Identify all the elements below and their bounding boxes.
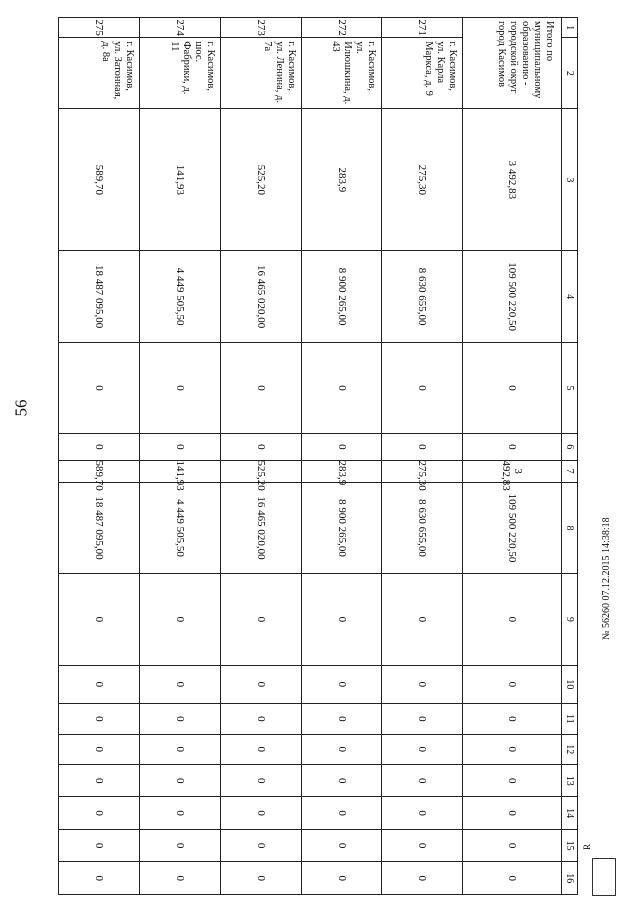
- row-c11: 0: [139, 704, 220, 734]
- table-row: [139, 18, 220, 895]
- header-cell-9: 9: [561, 574, 577, 665]
- row-address: г. Касимов, ул. Карла Маркса, д. 9: [382, 38, 463, 109]
- row-address: г. Касимов, ул. Ленина, д. 7а: [220, 38, 301, 109]
- total-c8: 109 500 220,50: [463, 482, 561, 573]
- header-cell-6: 6: [561, 434, 577, 460]
- row-c9: 0: [382, 574, 463, 665]
- row-c14: 0: [382, 797, 463, 829]
- row-c6: 0: [301, 434, 382, 460]
- row-c5: 0: [382, 342, 463, 433]
- row-index: 271: [382, 18, 463, 38]
- total-row: [463, 18, 561, 895]
- header-cell-13: 13: [561, 764, 577, 796]
- total-c13: 0: [463, 764, 561, 796]
- row-c5: 0: [59, 342, 140, 433]
- row-c4: 8 630 655,00: [382, 251, 463, 342]
- rotated-table-wrapper: [58, 17, 578, 895]
- row-c11: 0: [301, 704, 382, 734]
- row-c15: 0: [139, 829, 220, 861]
- header-cell-11: 11: [561, 704, 577, 734]
- header-cell-2: 2: [561, 38, 577, 109]
- total-c14: 0: [463, 797, 561, 829]
- row-c8: 8 630 655,00: [382, 482, 463, 573]
- row-c3: 275,30: [382, 109, 463, 251]
- row-c7: 275,30: [382, 460, 463, 482]
- row-c4: 16 465 020,00: [220, 251, 301, 342]
- row-c15: 0: [59, 829, 140, 861]
- row-c16: 0: [59, 862, 140, 895]
- row-c3: 283,9: [301, 109, 382, 251]
- table-row: [220, 18, 301, 895]
- total-c10: 0: [463, 665, 561, 704]
- row-address: г. Касимов, шос. Фабрики, д. 11: [139, 38, 220, 109]
- row-c7: 283,9: [301, 460, 382, 482]
- row-c4: 8 900 265,00: [301, 251, 382, 342]
- row-c16: 0: [382, 862, 463, 895]
- row-c7: 589,70: [59, 460, 140, 482]
- row-c10: 0: [301, 665, 382, 704]
- row-address: г. Касимов, ул. Илюшкина, д. 43: [301, 38, 382, 109]
- header-cell-5: 5: [561, 342, 577, 433]
- row-c9: 0: [220, 574, 301, 665]
- row-c12: 0: [139, 734, 220, 764]
- total-c5: 0: [463, 342, 561, 433]
- row-c9: 0: [59, 574, 140, 665]
- total-c16: 0: [463, 862, 561, 895]
- row-address: г. Касимов, ул. Затонная, д. 8а: [59, 38, 140, 109]
- row-c16: 0: [139, 862, 220, 895]
- row-c14: 0: [139, 797, 220, 829]
- total-c6: 0: [463, 434, 561, 460]
- table-row: [382, 18, 463, 895]
- row-c15: 0: [301, 829, 382, 861]
- row-c8: 8 900 265,00: [301, 482, 382, 573]
- row-c13: 0: [382, 764, 463, 796]
- table-row: [301, 18, 382, 895]
- row-c5: 0: [301, 342, 382, 433]
- header-cell-7: 7: [561, 460, 577, 482]
- row-c3: 525,20: [220, 109, 301, 251]
- row-c12: 0: [301, 734, 382, 764]
- row-c15: 0: [220, 829, 301, 861]
- total-c9: 0: [463, 574, 561, 665]
- header-cell-3: 3: [561, 109, 577, 251]
- row-c11: 0: [59, 704, 140, 734]
- total-c12: 0: [463, 734, 561, 764]
- row-c10: 0: [59, 665, 140, 704]
- row-c9: 0: [139, 574, 220, 665]
- registration-stamp-icon: [592, 858, 616, 896]
- total-c3: 3 492,83: [463, 109, 561, 251]
- header-cell-1: 1: [561, 18, 577, 38]
- row-c15: 0: [382, 829, 463, 861]
- row-c13: 0: [139, 764, 220, 796]
- header-cell-4: 4: [561, 251, 577, 342]
- row-c8: 16 465 020,00: [220, 482, 301, 573]
- header-cell-10: 10: [561, 665, 577, 704]
- row-index: 272: [301, 18, 382, 38]
- total-c7: 3 492,83: [463, 460, 561, 482]
- header-cell-16: 16: [561, 862, 577, 895]
- row-c4: 4 449 505,50: [139, 251, 220, 342]
- table-row: [59, 18, 140, 895]
- row-index: 273: [220, 18, 301, 38]
- row-c9: 0: [301, 574, 382, 665]
- row-c16: 0: [220, 862, 301, 895]
- row-c3: 589,70: [59, 109, 140, 251]
- total-c4: 109 500 220,50: [463, 251, 561, 342]
- document-stamp-text: № 56260 07.12.2015 14:38:18: [601, 517, 612, 640]
- row-c4: 18 487 095,00: [59, 251, 140, 342]
- row-c11: 0: [382, 704, 463, 734]
- stamp-letter: R: [582, 843, 593, 851]
- row-c14: 0: [59, 797, 140, 829]
- row-c13: 0: [301, 764, 382, 796]
- row-c7: 525,20: [220, 460, 301, 482]
- row-c13: 0: [220, 764, 301, 796]
- row-c12: 0: [220, 734, 301, 764]
- page-number: 56: [11, 399, 31, 417]
- header-cell-12: 12: [561, 734, 577, 764]
- total-c11: 0: [463, 704, 561, 734]
- row-c5: 0: [220, 342, 301, 433]
- row-c10: 0: [220, 665, 301, 704]
- row-c16: 0: [301, 862, 382, 895]
- header-cell-8: 8: [561, 482, 577, 573]
- row-c14: 0: [301, 797, 382, 829]
- row-c14: 0: [220, 797, 301, 829]
- header-cell-14: 14: [561, 797, 577, 829]
- total-c15: 0: [463, 829, 561, 861]
- row-c6: 0: [59, 434, 140, 460]
- row-index: 275: [59, 18, 140, 38]
- header-cell-15: 15: [561, 829, 577, 861]
- row-c11: 0: [220, 704, 301, 734]
- header-row: [561, 18, 577, 895]
- row-c3: 141,93: [139, 109, 220, 251]
- row-c6: 0: [220, 434, 301, 460]
- row-c6: 0: [382, 434, 463, 460]
- row-c13: 0: [59, 764, 140, 796]
- row-c12: 0: [382, 734, 463, 764]
- row-c8: 18 487 095,00: [59, 482, 140, 573]
- row-c5: 0: [139, 342, 220, 433]
- row-c12: 0: [59, 734, 140, 764]
- row-c8: 4 449 505,50: [139, 482, 220, 573]
- row-c6: 0: [139, 434, 220, 460]
- row-index: 274: [139, 18, 220, 38]
- row-c10: 0: [382, 665, 463, 704]
- row-c7: 141,93: [139, 460, 220, 482]
- total-row-name: Итого по муниципальному образованию - городской округ город Касимов: [463, 18, 561, 109]
- row-c10: 0: [139, 665, 220, 704]
- data-table: [58, 17, 578, 895]
